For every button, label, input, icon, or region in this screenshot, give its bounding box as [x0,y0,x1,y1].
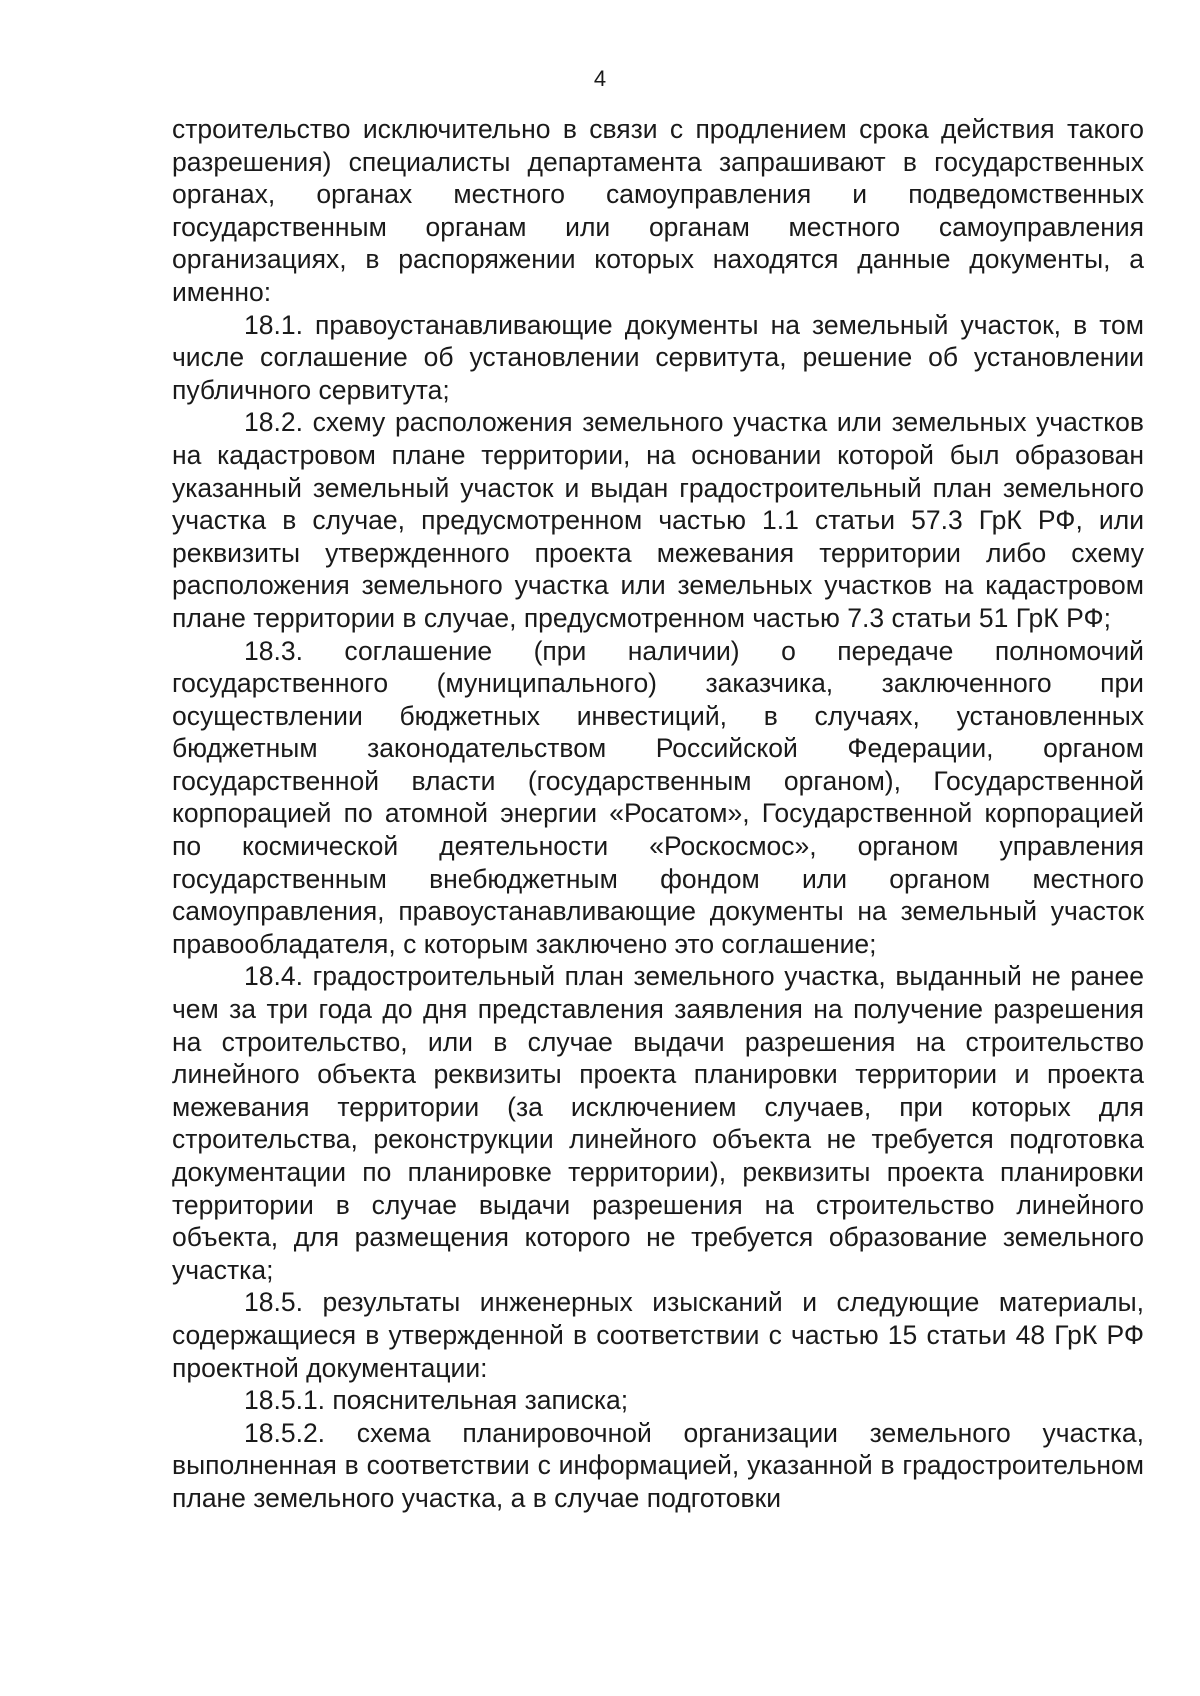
paragraph-18-2: 18.2. схему расположения земельного участка или земельных участков на кадастровом плане территории, на основании которой был образован указанный земельный участок и выдан градостроительный план земельного участка в случае, предусмотренном частью 1.1 статьи 57.3 ГрК РФ, или реквизиты утвержденного проекта межевания территории либо схему расположения земельного участка или земельных участков на кадастровом плане территории в случае, предусмотренном частью 7.3 статьи 51 ГрК РФ; [172,407,1144,633]
paragraph-18-3: 18.3. соглашение (при наличии) о передаче полномочий государственного (муниципального) заказчика, заключенного при осуществлении бюджетных инвестиций, в случаях, установленных бюджетным законодательством Российской Федерации, органом государственной власти (государственным органом), Государственной корпорацией по атомной энергии «Росатом», Государственной корпорацией по космической деятельности «Роскосмос», органом управления государственным внебюджетным фондом или органом местного самоуправления, правоустанавливающие документы на земельный участок правообладателя, с которым заключено это соглашение; [172,635,1144,959]
paragraph-18-5: 18.5. результаты инженерных изысканий и следующие материалы, содержащиеся в утвержденной в соответствии с частью 15 статьи 48 ГрК РФ проектной документации: [172,1287,1144,1383]
paragraph-intro-continuation: строительство исключительно в связи с продлением срока действия такого разрешения) специалисты департамента запрашивают в государственных органах, органах местного самоуправления и подведомственных государственным органам или органам местного самоуправления организациях, в распоряжении которых находятся данные документы, а именно: [172,114,1144,307]
paragraph-18-1: 18.1. правоустанавливающие документы на земельный участок, в том числе соглашение об установлении сервитута, решение об установлении публичного сервитута; [172,309,1144,405]
document-body [172,113,1144,1515]
paragraph-18-5-1: 18.5.1. пояснительная записка; [244,1385,629,1416]
page-number: 4 [593,66,607,91]
paragraph-18-4: 18.4. градостроительный план земельного участка, выданный не ранее чем за три года до дня представления заявления на получение разрешения на строительство, или в случае выдачи разрешения на строительство линейного объекта реквизиты проекта планировки территории и проекта межевания территории (за исключением случаев, при которых для строительства, реконструкции линейного объекта не требуется подготовка документации по планировке территории), реквизиты проекта планировки территории в случае выдачи разрешения на строительство линейного объекта, для размещения которого не требуется образование земельного участка; [172,961,1144,1285]
paragraph-18-5-2: 18.5.2. схема планировочной организации земельного участка, выполненная в соответствии с информацией, указанной в градостроительном плане земельного участка, а в случае подготовки [172,1417,1144,1513]
